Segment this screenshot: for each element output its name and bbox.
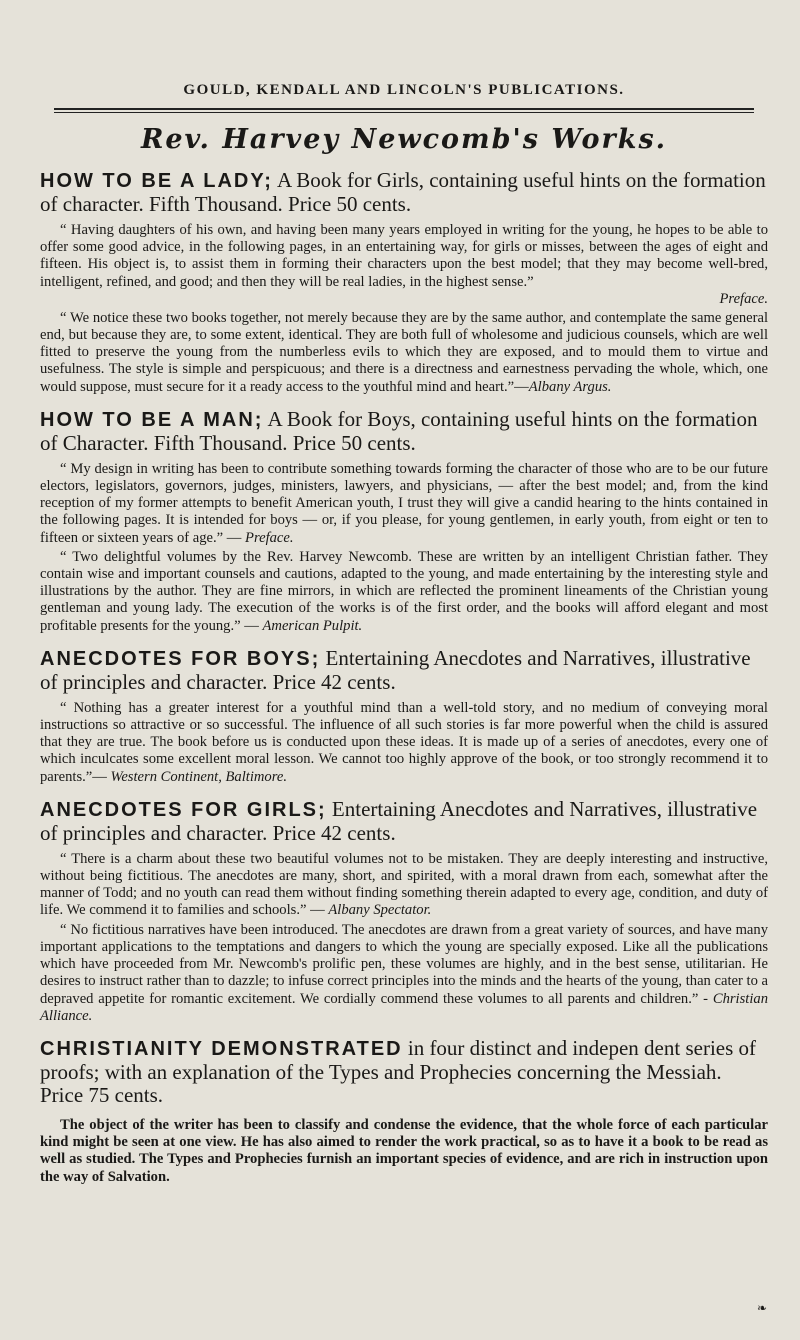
entry-christianity-demonstrated: [40, 1037, 768, 1186]
entry-how-to-be-a-lady: [40, 169, 768, 396]
entry-heading: [40, 408, 768, 455]
quote-attribution: Western Continent, Baltimore.: [110, 768, 287, 785]
quote: “ Two delightful volumes by the Rev. Harvey Newcomb. These are written by an intelligent Christian father. They contain wise and important counsels and cautions, adapted to the young, and made entertaining by the interesting style and illustrations by the author. They are fine mirrors, in which are reflected the prominent lineaments of the Christian young gentleman and young lady. The execution of the works is of the first order, and the books will afford elegant and most profitable presents for the young.” — American Pulpit.: [40, 548, 768, 634]
entry-anecdotes-for-boys: [40, 647, 768, 786]
quote-attribution: Albany Spectator.: [328, 902, 432, 919]
quote-attribution: Preface.: [245, 529, 294, 546]
quote: “ There is a charm about these two beautiful volumes not to be mistaken. They are deeply interesting and instructive, without being fictitious. The anecdotes are many, short, and spirited, with a moral drawn from each, somewhat after the manner of Todd; and no youth can read them without finding something therein adapted to every age, condition, and duty of life. We commend it to families and schools.” — Albany Spectator.: [40, 850, 768, 919]
series-title: Rev. Harvey Newcomb's Works.: [140, 124, 668, 155]
quote-attribution: Preface.: [719, 290, 768, 307]
entry-description: in four distinct and indepen dent series of proofs; with an explanation of the Types and Prophecies concerning the Messiah. Price 75 cents.: [40, 1035, 757, 1107]
entry-heading: [40, 798, 768, 845]
rule-thin: [54, 112, 754, 113]
entry-description: A Book for Girls, containing useful hints on the formation of character. Fifth Thousand. Price 50 cents.: [40, 168, 766, 216]
entry-anecdotes-for-girls: [40, 798, 768, 1025]
entry-title: HOW TO BE A LADY;: [40, 170, 273, 192]
quote: “ My design in writing has been to contribute something towards forming the character of those who are to be our future electors, legislators, governors, judges, ministers, lawyers, and physicians, — after the best model; and, from the kind reception of my former attempts to benefit American youth, I trust they will give a candid hearing to the hints contained in the following pages. It is intended for boys — or, if you please, for young gentlemen, in early youth, from eight or ten to fifteen or sixteen years of age.” — Preface.: [40, 460, 768, 546]
rule-thick: [54, 108, 754, 110]
entry-title: ANECDOTES FOR GIRLS;: [40, 798, 327, 821]
quote-attribution: American Pulpit.: [262, 617, 363, 634]
entry-description: Entertaining Anecdotes and Narratives, illustrative of principles and character. Price 42 cents.: [40, 645, 751, 694]
entry-title: ANECDOTES FOR BOYS;: [40, 647, 321, 670]
quote-attribution: Albany Argus.: [528, 378, 612, 395]
entry-heading: [40, 1037, 768, 1107]
quote: “ Having daughters of his own, and having been many years employed in writing for the young, he hopes to be able to offer some good advice, in the following pages, in an entertaining way, for girls or misses, between the ages of eight and fifteen. His object is, to assist them in forming their characters upon the best model; that they may become well-bred, intelligent, refined, and good; and then they will be real ladies, in the highest sense.”: [40, 222, 768, 290]
entry-heading: [40, 169, 768, 216]
entry-how-to-be-a-man: [40, 408, 768, 635]
printer-mark: ❧: [757, 1301, 768, 1315]
entry-title: HOW TO BE A MAN;: [40, 408, 264, 431]
quote: “ Nothing has a greater interest for a youthful mind than a well-told story, and no medium of conveying moral instructions so attractive or so successful. The influence of all such stories is far more powerful when the child is assured that they are true. The book before us is conducted upon these ideas. It is made up of a series of anecdotes, every one of which inculcates some excellent moral lesson. We cannot too highly approve of the book, or too strongly recommend it to parents.”— Western Continent, Baltimore.: [40, 699, 768, 785]
quote: “ No fictitious narratives have been introduced. The anecdotes are drawn from a great variety of sources, and have many important applications to the temptations and dangers to which the young are specially exposed. Like all the publications which have proceeded from Mr. Newcomb's prolific pen, these volumes are highly, and in the best sense, utilitarian. He desires to instruct rather than to dazzle; to infuse correct principles into the minds and the hearts of the young, than cater to a depraved appetite for romantic excitement. We cordially commend these volumes to all parents and children.” - Christian Alliance.: [40, 921, 768, 1024]
running-head: GOULD, KENDALL AND LINCOLN'S PUBLICATIONS.: [183, 82, 625, 98]
quote: “ We notice these two books together, not merely because they are by the same author, and contemplate the same general end, but because they are, to some extent, identical. They are both full of wholesome and judicious counsels, which are well fitted to preserve the young from the numberless evils to which they are exposed, and to mould them to virtue and usefulness. The style is simple and perspicuous; and there is a directness and earnestness pervading the whole, which, one would suppose, must secure for it a ready access to the youthful mind and heart.”—Albany Argus.: [40, 309, 768, 395]
entry-description: Entertaining Anecdotes and Narratives, illustrative of principles and character. Price 42 cents.: [40, 796, 758, 845]
entry-description: A Book for Boys, containing useful hints on the formation of Character. Fifth Thousand. Price 50 cents.: [40, 406, 758, 455]
page: [40, 0, 768, 1186]
description-paragraph: The object of the writer has been to classify and condense the evidence, that the whole force of each particular kind might be seen at one view. He has also aimed to render the work practical, so as to have it a book to be read as well as studied. The Types and Prophecies furnish an important species of evidence, and are rich in instruction upon the way of Salvation.: [40, 1116, 768, 1185]
quote-attribution: Christian Alliance.: [40, 990, 768, 1024]
entry-heading: [40, 647, 768, 694]
entry-title: CHRISTIANITY DEMONSTRATED: [40, 1037, 403, 1060]
